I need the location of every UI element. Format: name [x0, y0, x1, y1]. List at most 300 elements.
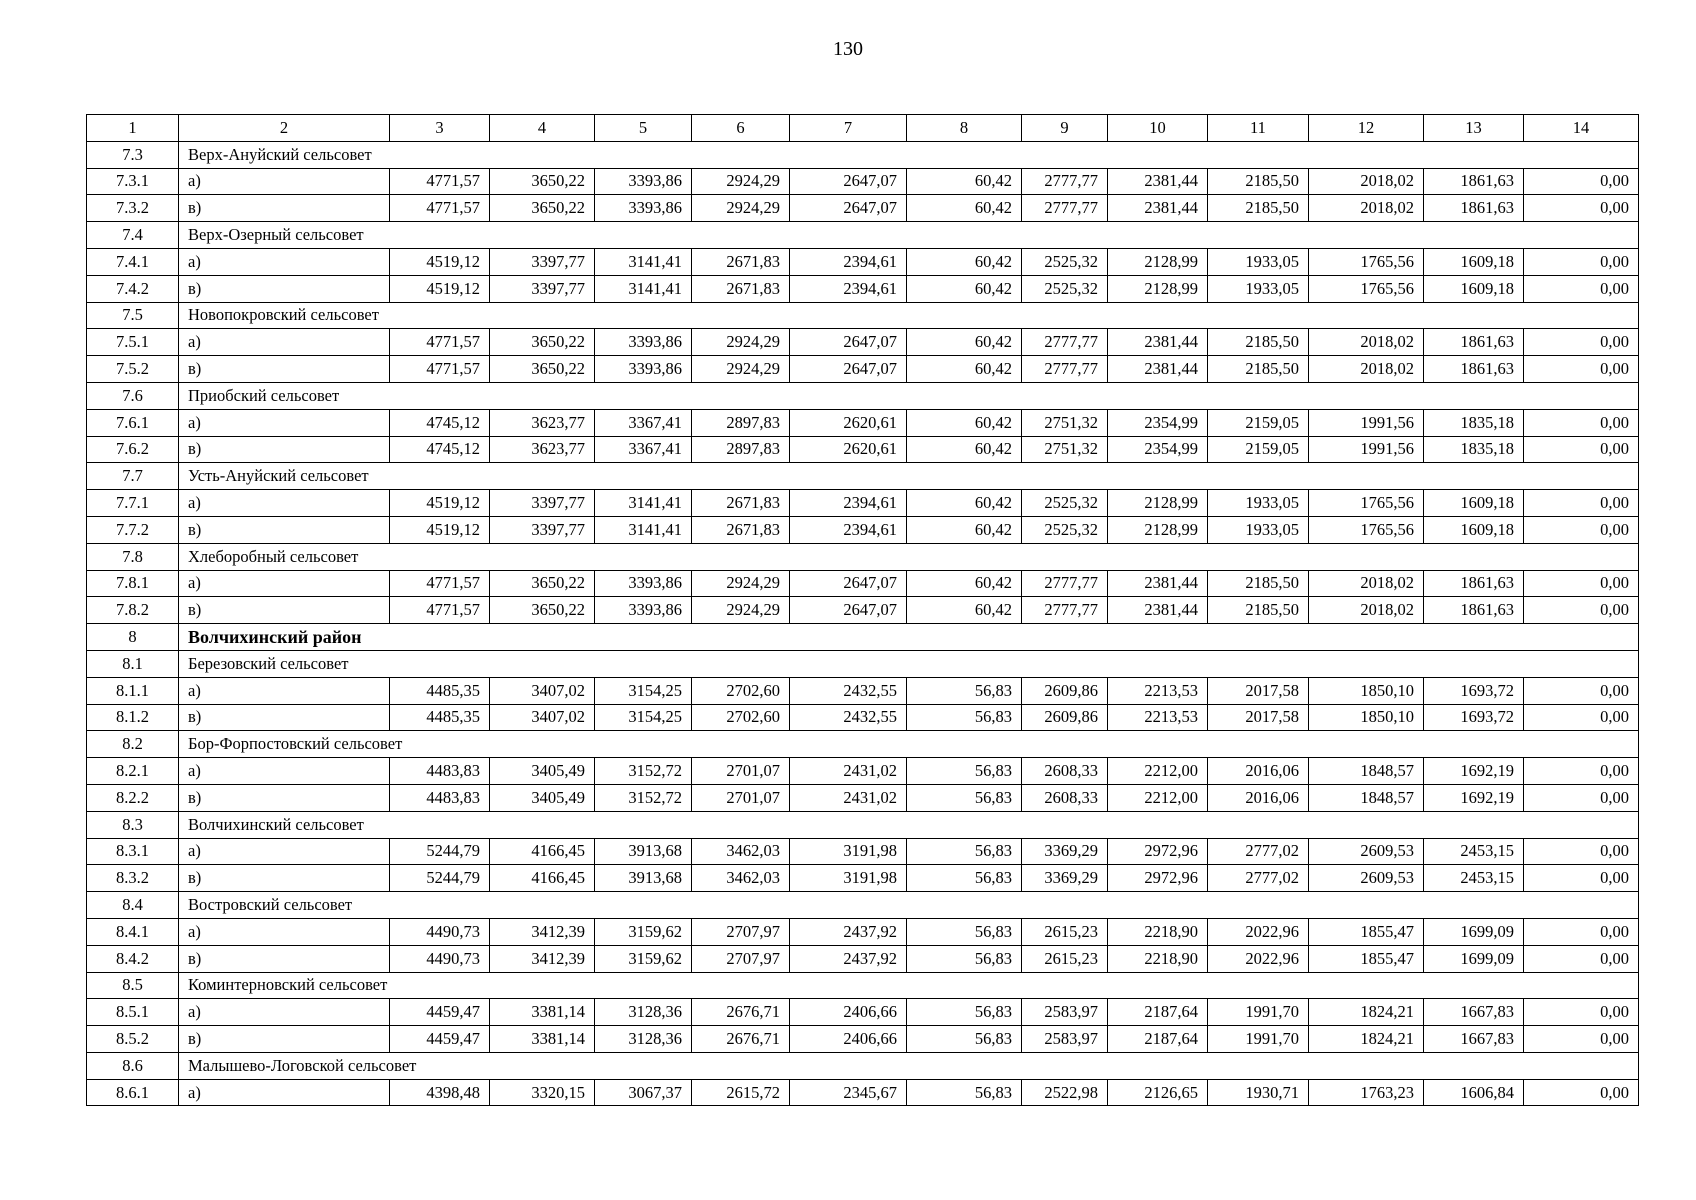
row-code: 8.5.1	[87, 999, 179, 1026]
value-cell: 3367,41	[595, 409, 692, 436]
value-cell: 2128,99	[1108, 490, 1208, 517]
value-cell: 2751,32	[1022, 436, 1108, 463]
row-code: 8	[87, 624, 179, 651]
value-cell: 3650,22	[490, 356, 595, 383]
value-cell: 3393,86	[595, 597, 692, 624]
table-row	[87, 248, 1639, 275]
value-cell: 1991,70	[1208, 1026, 1309, 1053]
row-code: 7.5.2	[87, 356, 179, 383]
value-cell: 1693,72	[1424, 677, 1524, 704]
group-row	[87, 222, 1639, 249]
group-row	[87, 382, 1639, 409]
value-cell: 2453,15	[1424, 865, 1524, 892]
table-row	[87, 918, 1639, 945]
value-cell: 0,00	[1524, 1026, 1639, 1053]
value-cell: 2159,05	[1208, 436, 1309, 463]
value-cell: 0,00	[1524, 784, 1639, 811]
table-row	[87, 168, 1639, 195]
value-cell: 4745,12	[390, 409, 490, 436]
value-cell: 3650,22	[490, 329, 595, 356]
value-cell: 2213,53	[1108, 677, 1208, 704]
value-cell: 60,42	[907, 195, 1022, 222]
value-cell: 2615,23	[1022, 945, 1108, 972]
value-cell: 2185,50	[1208, 168, 1309, 195]
value-cell: 3320,15	[490, 1079, 595, 1106]
row-code: 7.4.1	[87, 248, 179, 275]
value-cell: 2432,55	[790, 704, 907, 731]
value-cell: 2671,83	[692, 490, 790, 517]
value-cell: 3412,39	[490, 945, 595, 972]
value-cell: 60,42	[907, 168, 1022, 195]
value-cell: 0,00	[1524, 195, 1639, 222]
value-cell: 2647,07	[790, 329, 907, 356]
value-cell: 0,00	[1524, 677, 1639, 704]
row-label: а)	[179, 918, 390, 945]
value-cell: 4483,83	[390, 758, 490, 785]
row-label: в)	[179, 597, 390, 624]
table-row	[87, 570, 1639, 597]
tariff-table	[86, 114, 1639, 1106]
value-cell: 0,00	[1524, 516, 1639, 543]
value-cell: 2647,07	[790, 195, 907, 222]
value-cell: 56,83	[907, 838, 1022, 865]
group-name: Востровский сельсовет	[179, 892, 1639, 919]
value-cell: 2437,92	[790, 945, 907, 972]
value-cell: 3191,98	[790, 865, 907, 892]
column-header: 7	[790, 115, 907, 142]
district-row	[87, 624, 1639, 651]
value-cell: 1609,18	[1424, 275, 1524, 302]
table-row	[87, 409, 1639, 436]
value-cell: 3393,86	[595, 570, 692, 597]
value-cell: 1991,56	[1309, 409, 1424, 436]
row-code: 7.7.2	[87, 516, 179, 543]
row-label: в)	[179, 945, 390, 972]
value-cell: 2018,02	[1309, 168, 1424, 195]
value-cell: 2609,53	[1309, 865, 1424, 892]
value-cell: 56,83	[907, 999, 1022, 1026]
value-cell: 60,42	[907, 356, 1022, 383]
value-cell: 0,00	[1524, 918, 1639, 945]
value-cell: 2897,83	[692, 436, 790, 463]
value-cell: 2647,07	[790, 597, 907, 624]
row-code: 8.4	[87, 892, 179, 919]
value-cell: 3913,68	[595, 865, 692, 892]
value-cell: 2128,99	[1108, 275, 1208, 302]
value-cell: 3462,03	[692, 865, 790, 892]
value-cell: 4771,57	[390, 195, 490, 222]
value-cell: 2751,32	[1022, 409, 1108, 436]
row-code: 8.1.2	[87, 704, 179, 731]
value-cell: 3154,25	[595, 704, 692, 731]
column-header: 14	[1524, 115, 1639, 142]
value-cell: 0,00	[1524, 865, 1639, 892]
column-header: 8	[907, 115, 1022, 142]
value-cell: 2924,29	[692, 356, 790, 383]
row-code: 8.3	[87, 811, 179, 838]
value-cell: 2671,83	[692, 248, 790, 275]
row-code: 7.3	[87, 141, 179, 168]
value-cell: 2185,50	[1208, 329, 1309, 356]
value-cell: 2018,02	[1309, 195, 1424, 222]
value-cell: 3407,02	[490, 677, 595, 704]
row-code: 8.4.1	[87, 918, 179, 945]
value-cell: 60,42	[907, 409, 1022, 436]
value-cell: 3152,72	[595, 758, 692, 785]
row-label: в)	[179, 436, 390, 463]
value-cell: 4485,35	[390, 677, 490, 704]
value-cell: 1699,09	[1424, 945, 1524, 972]
value-cell: 2676,71	[692, 1026, 790, 1053]
value-cell: 2897,83	[692, 409, 790, 436]
value-cell: 1855,47	[1309, 945, 1424, 972]
value-cell: 2018,02	[1309, 329, 1424, 356]
value-cell: 3397,77	[490, 516, 595, 543]
value-cell: 2213,53	[1108, 704, 1208, 731]
value-cell: 3393,86	[595, 168, 692, 195]
value-cell: 1861,63	[1424, 168, 1524, 195]
value-cell: 1848,57	[1309, 758, 1424, 785]
value-cell: 60,42	[907, 570, 1022, 597]
value-cell: 3650,22	[490, 195, 595, 222]
value-cell: 0,00	[1524, 168, 1639, 195]
value-cell: 60,42	[907, 597, 1022, 624]
row-code: 8.5.2	[87, 1026, 179, 1053]
value-cell: 2453,15	[1424, 838, 1524, 865]
value-cell: 2017,58	[1208, 704, 1309, 731]
table-row	[87, 329, 1639, 356]
value-cell: 56,83	[907, 945, 1022, 972]
value-cell: 4519,12	[390, 275, 490, 302]
row-label: а)	[179, 999, 390, 1026]
value-cell: 3159,62	[595, 945, 692, 972]
value-cell: 2018,02	[1309, 356, 1424, 383]
value-cell: 3397,77	[490, 248, 595, 275]
row-code: 7.6	[87, 382, 179, 409]
value-cell: 2022,96	[1208, 945, 1309, 972]
value-cell: 3141,41	[595, 516, 692, 543]
row-label: в)	[179, 865, 390, 892]
value-cell: 3462,03	[692, 838, 790, 865]
table-row	[87, 195, 1639, 222]
column-header: 5	[595, 115, 692, 142]
value-cell: 60,42	[907, 248, 1022, 275]
row-label: а)	[179, 838, 390, 865]
value-cell: 4771,57	[390, 356, 490, 383]
value-cell: 56,83	[907, 1079, 1022, 1106]
row-code: 7.4	[87, 222, 179, 249]
value-cell: 3369,29	[1022, 865, 1108, 892]
group-name: Хлеборобный сельсовет	[179, 543, 1639, 570]
value-cell: 2525,32	[1022, 275, 1108, 302]
row-code: 8.5	[87, 972, 179, 999]
value-cell: 2431,02	[790, 758, 907, 785]
value-cell: 1609,18	[1424, 516, 1524, 543]
value-cell: 0,00	[1524, 356, 1639, 383]
value-cell: 2128,99	[1108, 516, 1208, 543]
value-cell: 1991,70	[1208, 999, 1309, 1026]
value-cell: 3623,77	[490, 409, 595, 436]
value-cell: 3407,02	[490, 704, 595, 731]
table-row	[87, 1079, 1639, 1106]
group-name: Новопокровский сельсовет	[179, 302, 1639, 329]
value-cell: 2406,66	[790, 999, 907, 1026]
row-label: а)	[179, 168, 390, 195]
group-name: Усть-Ануйский сельсовет	[179, 463, 1639, 490]
value-cell: 1835,18	[1424, 409, 1524, 436]
value-cell: 3067,37	[595, 1079, 692, 1106]
value-cell: 0,00	[1524, 838, 1639, 865]
table-row	[87, 999, 1639, 1026]
value-cell: 1855,47	[1309, 918, 1424, 945]
value-cell: 2185,50	[1208, 356, 1309, 383]
column-header: 9	[1022, 115, 1108, 142]
value-cell: 2647,07	[790, 168, 907, 195]
value-cell: 1609,18	[1424, 490, 1524, 517]
value-cell: 2615,72	[692, 1079, 790, 1106]
value-cell: 1606,84	[1424, 1079, 1524, 1106]
row-code: 7.3.2	[87, 195, 179, 222]
value-cell: 2022,96	[1208, 918, 1309, 945]
row-label: а)	[179, 1079, 390, 1106]
value-cell: 3128,36	[595, 999, 692, 1026]
value-cell: 2212,00	[1108, 784, 1208, 811]
group-name: Верх-Озерный сельсовет	[179, 222, 1639, 249]
value-cell: 2354,99	[1108, 436, 1208, 463]
value-cell: 56,83	[907, 1026, 1022, 1053]
table-body	[87, 115, 1639, 1106]
value-cell: 0,00	[1524, 329, 1639, 356]
row-code: 8.3.2	[87, 865, 179, 892]
value-cell: 2016,06	[1208, 784, 1309, 811]
value-cell: 2431,02	[790, 784, 907, 811]
value-cell: 2777,77	[1022, 329, 1108, 356]
value-cell: 2647,07	[790, 570, 907, 597]
value-cell: 2432,55	[790, 677, 907, 704]
value-cell: 5244,79	[390, 865, 490, 892]
value-cell: 1765,56	[1309, 248, 1424, 275]
row-label: в)	[179, 704, 390, 731]
value-cell: 2647,07	[790, 356, 907, 383]
row-label: а)	[179, 758, 390, 785]
value-cell: 4519,12	[390, 490, 490, 517]
value-cell: 1609,18	[1424, 248, 1524, 275]
value-cell: 56,83	[907, 784, 1022, 811]
value-cell: 1692,19	[1424, 758, 1524, 785]
value-cell: 5244,79	[390, 838, 490, 865]
value-cell: 2185,50	[1208, 570, 1309, 597]
row-label: а)	[179, 329, 390, 356]
value-cell: 2212,00	[1108, 758, 1208, 785]
value-cell: 2354,99	[1108, 409, 1208, 436]
value-cell: 2609,86	[1022, 704, 1108, 731]
value-cell: 2777,77	[1022, 195, 1108, 222]
value-cell: 1850,10	[1309, 677, 1424, 704]
row-label: а)	[179, 677, 390, 704]
value-cell: 0,00	[1524, 704, 1639, 731]
value-cell: 3381,14	[490, 1026, 595, 1053]
value-cell: 1933,05	[1208, 248, 1309, 275]
group-row	[87, 731, 1639, 758]
value-cell: 3393,86	[595, 195, 692, 222]
table-row	[87, 838, 1639, 865]
value-cell: 2924,29	[692, 329, 790, 356]
value-cell: 4166,45	[490, 865, 595, 892]
value-cell: 2702,60	[692, 704, 790, 731]
group-row	[87, 463, 1639, 490]
value-cell: 60,42	[907, 436, 1022, 463]
value-cell: 2701,07	[692, 784, 790, 811]
value-cell: 4459,47	[390, 999, 490, 1026]
value-cell: 2777,77	[1022, 597, 1108, 624]
value-cell: 2017,58	[1208, 677, 1309, 704]
value-cell: 4459,47	[390, 1026, 490, 1053]
value-cell: 1861,63	[1424, 329, 1524, 356]
value-cell: 2381,44	[1108, 356, 1208, 383]
column-header: 12	[1309, 115, 1424, 142]
table-row	[87, 436, 1639, 463]
value-cell: 1765,56	[1309, 516, 1424, 543]
value-cell: 2406,66	[790, 1026, 907, 1053]
value-cell: 2707,97	[692, 918, 790, 945]
column-header: 1	[87, 115, 179, 142]
row-code: 7.3.1	[87, 168, 179, 195]
group-row	[87, 972, 1639, 999]
value-cell: 2609,86	[1022, 677, 1108, 704]
value-cell: 3128,36	[595, 1026, 692, 1053]
row-code: 7.7.1	[87, 490, 179, 517]
group-name: Березовский сельсовет	[179, 650, 1639, 677]
row-code: 7.5.1	[87, 329, 179, 356]
row-code: 7.8.2	[87, 597, 179, 624]
row-code: 7.6.1	[87, 409, 179, 436]
table-row	[87, 490, 1639, 517]
table-row	[87, 597, 1639, 624]
value-cell: 2525,32	[1022, 516, 1108, 543]
value-cell: 1848,57	[1309, 784, 1424, 811]
value-cell: 2159,05	[1208, 409, 1309, 436]
value-cell: 2972,96	[1108, 838, 1208, 865]
value-cell: 2671,83	[692, 516, 790, 543]
value-cell: 2671,83	[692, 275, 790, 302]
value-cell: 2394,61	[790, 248, 907, 275]
value-cell: 4490,73	[390, 945, 490, 972]
table-row	[87, 275, 1639, 302]
value-cell: 2018,02	[1309, 570, 1424, 597]
row-label: в)	[179, 275, 390, 302]
value-cell: 2128,99	[1108, 248, 1208, 275]
value-cell: 4771,57	[390, 329, 490, 356]
group-name: Волчихинский сельсовет	[179, 811, 1639, 838]
value-cell: 1933,05	[1208, 516, 1309, 543]
value-cell: 3393,86	[595, 356, 692, 383]
row-code: 7.6.2	[87, 436, 179, 463]
table-row	[87, 356, 1639, 383]
table-row	[87, 758, 1639, 785]
row-code: 7.7	[87, 463, 179, 490]
value-cell: 2609,53	[1309, 838, 1424, 865]
value-cell: 56,83	[907, 918, 1022, 945]
value-cell: 60,42	[907, 275, 1022, 302]
value-cell: 3154,25	[595, 677, 692, 704]
row-code: 7.8.1	[87, 570, 179, 597]
value-cell: 1933,05	[1208, 490, 1309, 517]
value-cell: 0,00	[1524, 409, 1639, 436]
value-cell: 2126,65	[1108, 1079, 1208, 1106]
value-cell: 4398,48	[390, 1079, 490, 1106]
row-label: а)	[179, 409, 390, 436]
value-cell: 3405,49	[490, 784, 595, 811]
table-row	[87, 704, 1639, 731]
value-cell: 2187,64	[1108, 1026, 1208, 1053]
row-code: 8.4.2	[87, 945, 179, 972]
value-cell: 2702,60	[692, 677, 790, 704]
value-cell: 2016,06	[1208, 758, 1309, 785]
value-cell: 3159,62	[595, 918, 692, 945]
value-cell: 56,83	[907, 865, 1022, 892]
value-cell: 3397,77	[490, 275, 595, 302]
value-cell: 2620,61	[790, 436, 907, 463]
value-cell: 4485,35	[390, 704, 490, 731]
value-cell: 3367,41	[595, 436, 692, 463]
column-header: 10	[1108, 115, 1208, 142]
value-cell: 2924,29	[692, 597, 790, 624]
value-cell: 1861,63	[1424, 195, 1524, 222]
value-cell: 2676,71	[692, 999, 790, 1026]
group-name: Бор-Форпостовский сельсовет	[179, 731, 1639, 758]
row-label: в)	[179, 195, 390, 222]
column-header: 13	[1424, 115, 1524, 142]
value-cell: 2777,77	[1022, 168, 1108, 195]
value-cell: 1835,18	[1424, 436, 1524, 463]
value-cell: 4771,57	[390, 168, 490, 195]
value-cell: 3650,22	[490, 570, 595, 597]
value-cell: 1824,21	[1309, 999, 1424, 1026]
value-cell: 1667,83	[1424, 1026, 1524, 1053]
value-cell: 3913,68	[595, 838, 692, 865]
group-name: Коминтерновский сельсовет	[179, 972, 1639, 999]
value-cell: 1693,72	[1424, 704, 1524, 731]
table-row	[87, 784, 1639, 811]
value-cell: 2522,98	[1022, 1079, 1108, 1106]
value-cell: 3141,41	[595, 490, 692, 517]
row-label: в)	[179, 1026, 390, 1053]
row-label: в)	[179, 516, 390, 543]
value-cell: 0,00	[1524, 275, 1639, 302]
value-cell: 3152,72	[595, 784, 692, 811]
value-cell: 1699,09	[1424, 918, 1524, 945]
value-cell: 60,42	[907, 490, 1022, 517]
row-code: 7.5	[87, 302, 179, 329]
value-cell: 3650,22	[490, 168, 595, 195]
group-name: Верх-Ануйский сельсовет	[179, 141, 1639, 168]
value-cell: 1824,21	[1309, 1026, 1424, 1053]
value-cell: 4745,12	[390, 436, 490, 463]
group-row	[87, 650, 1639, 677]
table-row	[87, 865, 1639, 892]
table-row	[87, 516, 1639, 543]
value-cell: 4519,12	[390, 516, 490, 543]
row-code: 8.1.1	[87, 677, 179, 704]
value-cell: 2381,44	[1108, 597, 1208, 624]
group-row	[87, 141, 1639, 168]
row-code: 8.3.1	[87, 838, 179, 865]
value-cell: 0,00	[1524, 597, 1639, 624]
value-cell: 3405,49	[490, 758, 595, 785]
value-cell: 3141,41	[595, 275, 692, 302]
value-cell: 4519,12	[390, 248, 490, 275]
value-cell: 2701,07	[692, 758, 790, 785]
